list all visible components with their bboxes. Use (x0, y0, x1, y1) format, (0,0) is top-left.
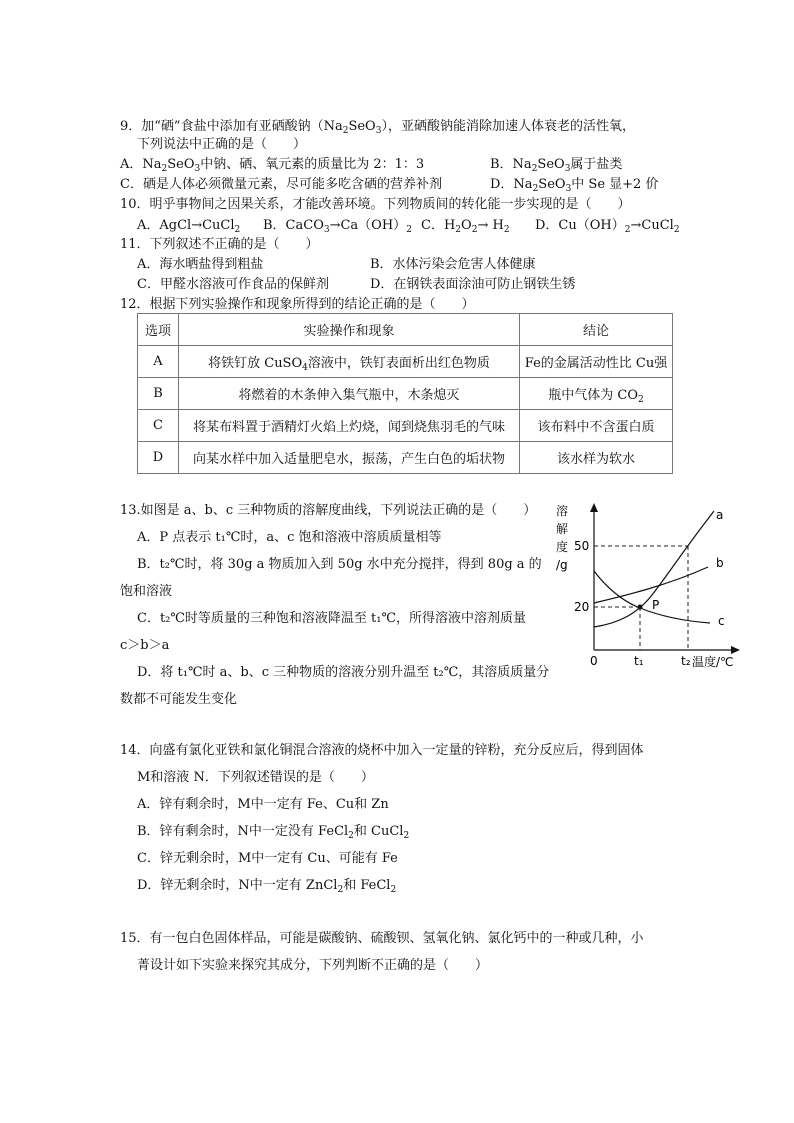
q13-option-d-line1: D．将 t₁℃时 a、b、c 三种物质的溶液分别升温至 t₂℃，其溶质质量分 (137, 665, 550, 680)
series-b-label: b (716, 556, 724, 570)
x-axis-label: 温度/℃ (692, 655, 734, 669)
series-a-label: a (716, 508, 724, 522)
experiment-table (137, 313, 673, 474)
row-operation: 将燃着的木条伸入集气瓶中，木条熄灭 (179, 378, 520, 410)
y-label-char-2: 解 (556, 522, 569, 536)
row-operation: 向某水样中加入适量肥皂水，振荡，产生白色的垢状物 (179, 442, 520, 474)
q10-option-c: C．$H_2O_2\to H_2$ (421, 218, 510, 235)
row-option: D (138, 442, 179, 474)
q10-option-d: D．$Cu(OH)_2\to CuCl_2$ (535, 218, 680, 235)
header-operation: 实验操作和现象 (179, 314, 520, 346)
q9-option-d: D．$Na_2SeO_3$中 Se 显+2 价 (490, 177, 659, 194)
q14-stem-2: M和溶液 N．下列叙述错误的是（ ） (137, 770, 374, 785)
series-c-label: c (718, 614, 725, 628)
x-tick-t1: t₁ (634, 654, 644, 668)
y-tick-20: 20 (574, 600, 590, 614)
curve-c (594, 571, 710, 623)
row-conclusion: 瓶中气体为 $CO_2$ (520, 378, 673, 410)
table-row (138, 346, 673, 378)
point-p-label: P (652, 598, 660, 612)
y-tick-50: 50 (574, 539, 590, 553)
q15-stem-2: 菁设计如下实验来探究其成分，下列判断不正确的是（ ） (137, 958, 489, 973)
q12-stem: 12．根据下列实验操作和现象所得到的结论正确的是（ ） (120, 297, 475, 312)
q13-stem: 13.如图是 a、b、c 三种物质的溶解度曲线，下列说法正确的是（ ） (120, 503, 537, 518)
q9-option-a: A．$Na_2SeO_3$中钠、硒、氧元素的质量比为 2：1：3 (120, 157, 425, 174)
q11-option-b: B．水体污染会危害人体健康 (370, 257, 536, 272)
q10-option-b: B．$CaCO_3\to Ca(OH)_2$ (263, 218, 412, 235)
header-conclusion: 结论 (520, 314, 673, 346)
q11-option-a: A．海水晒盐得到粗盐 (137, 257, 264, 272)
q9-option-c: C．硒是人体必须微量元素，尽可能多吃含硒的营养补剂 (120, 177, 442, 192)
table-row (138, 410, 673, 442)
row-conclusion: 该布料中不含蛋白质 (520, 410, 673, 442)
q10-stem: 10．明乎事物间之因果关系，才能改善环境。下列物质间的转化能一步实现的是（ ） (120, 197, 631, 212)
q13-option-c-line1: C．t₂℃时等质量的三种饱和溶液降温至 t₁℃，所得溶液中溶剂质量 (137, 611, 527, 626)
solubility-chart (548, 495, 748, 680)
row-operation: 将铁钉放 CuSO$_4$溶液中，铁钉表面析出红色物质 (179, 346, 520, 378)
q13-option-b-line2: 饱和溶液 (120, 584, 173, 599)
q14-option-c: C．锌无剩余时，M中一定有 Cu、可能有 Fe (137, 851, 398, 866)
q11-stem: 11．下列叙述不正确的是（ ） (120, 237, 319, 252)
q9-stem: 9．加“硒”食盐中添加有亚硒酸钠$(Na_2SeO_3)$，亚硒酸钠能消除加速人体衰老的活性氧， (120, 119, 635, 136)
y-label-char-3: 度 (556, 540, 569, 554)
row-conclusion: Fe的金属活动性比 Cu强 (520, 346, 673, 378)
q11-option-d: D．在钢铁表面涂油可防止钢铁生锈 (370, 277, 576, 292)
q15-stem-1: 15．有一包白色固体样品，可能是碳酸钠、硫酸钡、氢氧化钠、氯化钙中的一种或几种，小 (120, 931, 644, 946)
x-tick-t2: t₂ (681, 654, 691, 668)
q9-option-b: B．$Na_2SeO_3$属于盐类 (490, 157, 623, 174)
q14-option-b: B．锌有剩余时，N中一定没有 FeCl$_2$和 CuCl$_2$ (137, 824, 410, 841)
q13-option-a: A．P 点表示 t₁℃时，a、c 饱和溶液中溶质质量相等 (137, 530, 442, 545)
y-label-char-1: 溶 (556, 504, 569, 518)
q14-option-a: A．锌有剩余时，M中一定有 Fe、Cu和 Zn (137, 797, 389, 812)
row-operation: 将某布料置于酒精灯火焰上灼烧，闻到烧焦羽毛的气味 (179, 410, 520, 442)
table-header-row (138, 314, 673, 346)
y-label-char-4: /g (556, 558, 568, 572)
table-row (138, 442, 673, 474)
intersection-point-p (638, 605, 643, 610)
row-option: C (138, 410, 179, 442)
q14-option-d: D．锌无剩余时，N中一定有 ZnCl$_2$和 FeCl$_2$ (137, 878, 397, 895)
row-option: B (138, 378, 179, 410)
q10-option-a: A．AgCl→CuCl$_2$ (137, 218, 241, 235)
header-option: 选项 (138, 314, 179, 346)
q14-stem-1: 14．向盛有氯化亚铁和氯化铜混合溶液的烧杯中加入一定量的锌粉，充分反应后，得到固体 (120, 743, 644, 758)
q13-option-b-line1: B．t₂℃时，将 30g a 物质加入到 50g 水中充分搅拌，得到 80g a 的 (137, 557, 542, 572)
q9-stem-2: 下列说法中正确的是（ ） (137, 137, 307, 152)
x-tick-0: 0 (590, 654, 598, 668)
table-row (138, 378, 673, 410)
x-axis-arrow (731, 646, 740, 654)
q11-option-c: C．甲醛水溶液可作食品的保鲜剂 (137, 277, 329, 292)
y-axis-arrow (590, 503, 598, 512)
curve-b (594, 567, 708, 603)
q13-option-c-line2: c＞b＞a (120, 638, 170, 653)
row-option: A (138, 346, 179, 378)
q13-option-d-line2: 数都不可能发生变化 (120, 692, 238, 707)
row-conclusion: 该水样为软水 (520, 442, 673, 474)
